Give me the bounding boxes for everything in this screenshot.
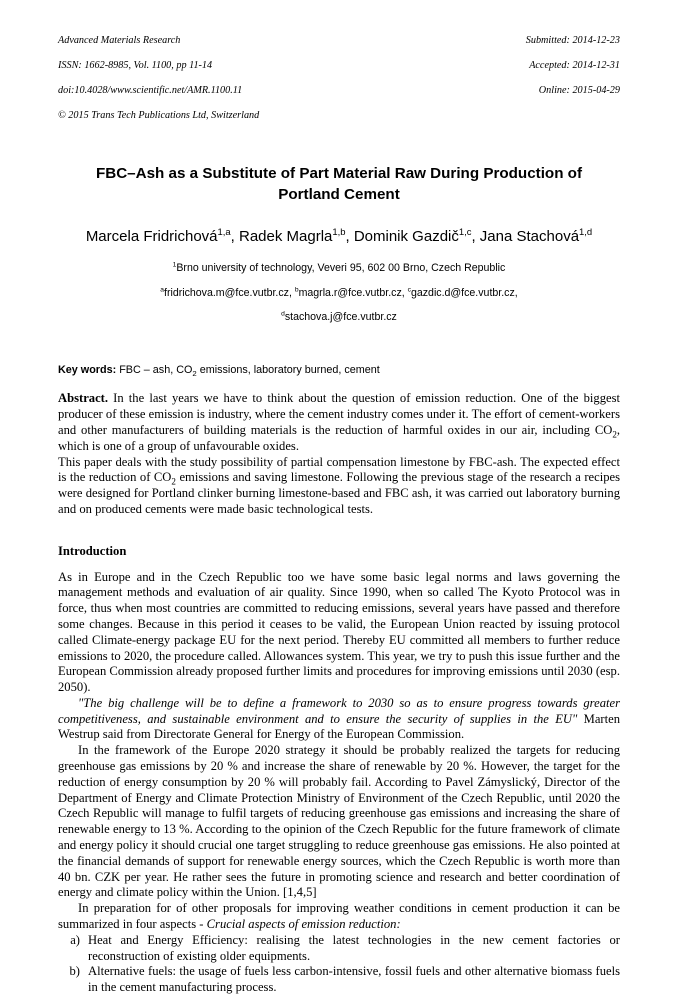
introduction-paragraph-3: In preparation for of other proposals for improving weather conditions in cement production it can be summarized in four aspects - Crucial aspects of emission reduction: (58, 901, 620, 932)
author-list: Marcela Fridrichová$^{1,a}$, Radek Magrla$^{1,b}$, Dominik Gazdič$^{1,c}$, Jana Stachová$^{1,d}$ (85, 227, 593, 246)
list-item-text: Heat and Energy Efficiency: realising the latest technologies in the new cement factories or reconstruction of existing older equipments. (88, 932, 620, 963)
list-item (58, 933, 620, 965)
keywords-line (58, 363, 620, 377)
author-emails-line-1: $^a$fridrichova.m@fce.vutbr.cz, $^b$magrla.r@fce.vutbr.cz, $^c$gazdic.d@fce.vutbr.cz, (160, 286, 518, 300)
introduction-section (58, 570, 620, 996)
keywords-label: Key words: (58, 364, 117, 377)
list-item (58, 964, 620, 996)
list-item-marker: b) (69, 964, 80, 979)
journal-header (58, 22, 620, 135)
crucial-aspects-list (58, 933, 620, 996)
affiliation: $^1$Brno university of technology, Veveri 95, 602 00 Brno, Czech Republic (172, 261, 506, 275)
submitted-date: Submitted: 2014-12-23 (525, 34, 620, 46)
abstract-paragraph-2: This paper deals with the study possibility of partial compensation limestone by FBC-ash. The expected effect is the reduction of $CO_2$ emissions and saving limestone. Following the previous stage of the research a recipes were designed for Portland clinker burning limestone-based and FBC ash, it was carried out laboratory burning and on produced cements were made basic technological tests. (58, 454, 620, 516)
online-date: Online: 2015-04-29 (538, 84, 620, 96)
list-item-marker: a) (70, 932, 80, 947)
page-title: FBC–Ash as a Substitute of Part Material Raw During Production of Portland Cement (95, 165, 583, 204)
journal-header-right (526, 22, 620, 110)
author-emails-line-2: $^d$stachova.j@fce.vutbr.cz (281, 310, 397, 324)
introduction-paragraph-2: In the framework of the Europe 2020 strategy it should be probably realized the targets for reducing greenhouse gas emissions by 20 % and increase the share of renewable by 20 %. However, the target for the reduction of energy consumption by 20 % will probably fail. According to Pavel Zámyslický, Director of the Department of Energy and Climate Protection Ministry of Environment of the Czech Republic, until 2020 the Czech Republic will manage to fulfil targets of reducing greenhouse gas emissions and increasing the share of renewable energy to 13 %. According to the opinion of the Czech Republic for the future framework of climate and energy policy it should crucial one target struggling to reduce greenhouse gas emissions. He also pointed at the financial demands of support for renewable energy sources, which the Czech Republic is worth more than 40 bn. CZK per year. He rather sees the future in promoting science and research and better coordination of energy and climate policy within the Union. [1,4,5] (58, 743, 620, 900)
journal-doi: doi:10.4028/www.scientific.net/AMR.1100.11 (58, 84, 243, 96)
keywords-value: FBC – ash, $CO_2$ emissions, laboratory burned, cement (116, 364, 380, 379)
introduction-quote: "The big challenge will be to define a framework to 2030 so as to ensure progress towards greater competitiveness, and sustainable environment and to ensure the security of supplies in the EU" Marten Westrup said from Directorate General for Energy of the European Commission. (58, 695, 621, 742)
author-emails (58, 286, 620, 324)
abstract-paragraph-1: Abstract. In the last years we have to think about the question of emission reduction. One of the biggest producer of these emission is industry, where the cement industry comes under it. The effort of cement-workers and other manufacturers of building materials is the reduction of harmful oxides in our air, including $CO_2$, which is one of a group of unfavourable oxides. (58, 391, 620, 453)
introduction-paragraph-1: As in Europe and in the Czech Republic too we have some basic legal norms and laws governing the management methods and evaluation of air quality. Since 1990, when so called The Kyoto Protocol was in force, thus when most countries are committed to reducing emissions, several years have passed and therefore some changes. Because in this period it ceases to be valid, the European Union reacted by issuing protocol called Climate-energy package EU for the next period. Thereby EU committed all members to further reduce emissions to 2020, the procedure called. Allowances system. This year, we try to push this issue further and the European Commission already proposed further limits and procedures for improving emissions until 2030 (esp. 2050). (58, 569, 620, 695)
introduction-heading: Introduction (58, 543, 127, 558)
abstract-section (58, 391, 620, 517)
journal-header-left (58, 22, 259, 135)
accepted-date: Accepted: 2014-12-31 (529, 59, 620, 71)
list-item-text: Alternative fuels: the usage of fuels less carbon-intensive, fossil fuels and other alternative biomass fuels in the cement manufacturing process. (88, 964, 620, 995)
journal-name: Advanced Materials Research (58, 34, 181, 46)
journal-copyright: © 2015 Trans Tech Publications Ltd, Switzerland (58, 110, 260, 122)
journal-issn-volume: ISSN: 1662-8985, Vol. 1100, pp 11-14 (58, 59, 213, 71)
